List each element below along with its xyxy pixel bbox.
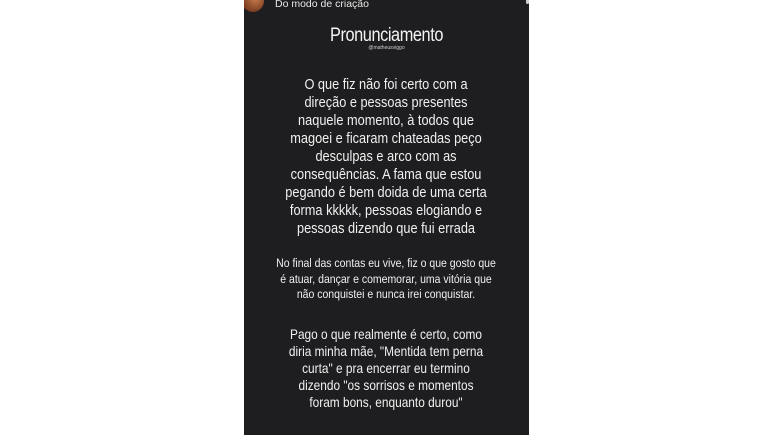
more-options-icon[interactable] [526, 0, 529, 4]
user-handle: @matheusviggo [368, 45, 405, 51]
story-header-title[interactable]: Do modo de criação [275, 0, 369, 10]
avatar[interactable] [244, 0, 264, 12]
story-card[interactable] [244, 0, 529, 435]
story-header [244, 0, 529, 12]
statement-paragraph-3: Pago o que realmente é certo, como diria minha mãe, "Mentida tem perna curta" e pra encerrar eu termino dizendo "os sorrisos e momentos foram bons, enquanto durou" [288, 327, 484, 410]
statement-paragraph-2: No final das contas eu vive, fiz o que gosto que é atuar, dançar e comemorar, uma vitória que não conquistei e nunca irei conquistar. [276, 256, 496, 301]
statement-paragraph-1: O que fiz não foi certo com a direção e pessoas presentes naquele momento, à todos que magoei e ficaram chateadas peço desculpas e arco com as consequências. A fama que estou pegando é bem doida de uma certa forma kkkkk, pessoas elogiando e pessoas dizendo que fui errada [285, 76, 487, 237]
story-title: Pronunciamento [330, 25, 443, 46]
